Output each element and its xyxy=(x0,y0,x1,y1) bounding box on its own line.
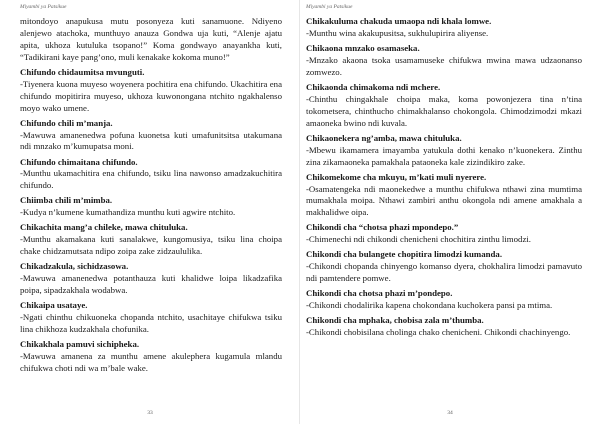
proverb-definition: -Chikondi chobisilana cholinga chako chenicheni. Chikondi chachinyengo. xyxy=(306,327,571,338)
proverb-term: Chiimba chili m’mimba. xyxy=(20,195,113,206)
proverb-definition: -Mawuwa amanenedwa pofuna kuonetsa kuti umafunitsitsa utakumana ndi mnzako m’kumupatsa moni. xyxy=(20,129,282,152)
proverb-term: Chikaipa usataye. xyxy=(20,300,88,311)
proverb-definition: -Munthu akamakana kuti sanalakwe, kungomusiya, tsiku lina choipa chake chidzamutsata ndipo zoipa zake zidzaululika. xyxy=(20,234,282,257)
proverb-entry xyxy=(306,133,582,169)
proverb-term: Chikondi cha chotsa phazi m’pondepo. xyxy=(306,288,453,299)
left-page-body xyxy=(20,16,282,375)
proverb-term: Chikachita mang’a chileke, mawa chituluka. xyxy=(20,222,188,233)
running-header: Miyambi ya Patsikue xyxy=(306,4,353,10)
proverb-term: Chikakhala pamuvi sichipheka. xyxy=(20,339,140,350)
proverb-entry xyxy=(306,82,582,130)
continuation-paragraph: mitondoyo anapukusa mutu posonyeza kuti sanamuone. Ndiyeno alenjewo atachoka, munthuyo anauza Gondwa uja kuti, “Alenje ajatu apita, ukhoza kutuluka tsopano!” Koma gondwayo anayankha kuti, “Tadikirani kaye pang’ono, muli kenakake kokoma muno!” xyxy=(20,16,282,62)
proverb-entry xyxy=(20,67,282,115)
proverb-definition: -Osamatengeka ndi maonekedwe a munthu chifukwa nthawi zina mumtima mumakhala moipa. Nthawi zambiri anthu okongola ndi amene amakhala a makhalidwe oipa. xyxy=(306,183,582,218)
right-page-body xyxy=(306,16,582,339)
page-number: 34 xyxy=(447,410,453,416)
proverb-definition: -Chikondi chopanda chinyengo komanso dyera, chokhalira limodzi pamavuto ndi pamtendere pomwe. xyxy=(306,261,582,284)
proverb-definition: -Chinthu chingakhale choipa maka, koma powonjezera tina n’tina tokometsera, chinthucho chimakhalanso chokongola. Chimodzimodzi mkazi amaoneka bwino ndi kuvala. xyxy=(306,93,582,128)
proverb-entry xyxy=(306,222,582,246)
right-page xyxy=(300,0,600,424)
proverb-term: Chikomekome cha mkuyu, m’kati muli nyerere. xyxy=(306,171,487,182)
proverb-entry xyxy=(20,118,282,154)
proverb-term: Chifundo chidaumitsa mvunguti. xyxy=(20,66,145,77)
proverb-entry xyxy=(306,43,582,79)
proverb-entry xyxy=(20,157,282,193)
proverb-entry xyxy=(306,249,582,285)
proverb-entry xyxy=(20,261,282,297)
proverb-definition: -Ngati chinthu chikuoneka chopanda ntchito, usachitaye chifukwa tsiku lina chikhoza kudzakhala chofunika. xyxy=(20,312,282,335)
proverb-term: Chikondi cha “chotsa phazi mpondepo.” xyxy=(306,222,459,233)
proverb-definition: -Mbewu ikamamera imayamba yatukula dothi kenako n’kuonekera. Zinthu zina zikamaoneka pamakhala pataoneka kale zizindikiro zake. xyxy=(306,144,582,167)
proverb-definition: -Tiyenera kuona muyeso woyenera pochitira ena chifundo. Ukachitira ena chifundo mopitirira muyeso, ukhoza kuwonongana ntchito ngakhalenso moyo wako umene. xyxy=(20,78,282,113)
proverb-entry xyxy=(306,288,582,312)
proverb-definition: -Mnzako akaona tsoka usamamuseke chifukwa mwina mawa udzaonanso zomwezo. xyxy=(306,54,582,77)
proverb-entry xyxy=(20,300,282,336)
proverb-definition: -Chikondi chodalirika kapena chokondana kuchokera pansi pa mtima. xyxy=(306,300,553,311)
proverb-entry xyxy=(20,339,282,375)
proverb-term: Chifundo chili m’manja. xyxy=(20,117,113,128)
running-header: Miyambi ya Patsikue xyxy=(20,4,67,10)
proverb-definition: -Munthu ukamachitira ena chifundo, tsiku lina nawonso amadzakuchitira chifundo. xyxy=(20,168,282,191)
proverb-definition: -Munthu wina akakupusitsa, sukhulupirira aliyense. xyxy=(306,27,489,38)
proverb-definition: -Chimenechi ndi chikondi chenicheni chochitira zinthu limodzi. xyxy=(306,234,531,245)
proverb-term: Chifundo chimaitana chifundo. xyxy=(20,156,138,167)
proverb-definition: -Kudya n’kumene kumathandiza munthu kuti agwire ntchito. xyxy=(20,207,236,218)
proverb-term: Chikondi cha mphaka, chobisa zala m’thumba. xyxy=(306,315,484,326)
proverb-term: Chikaona mnzako osamaseka. xyxy=(306,43,420,53)
proverb-term: Chikadzakula, sichidzasowa. xyxy=(20,261,129,272)
proverb-term: Chikaonekera ng’amba, mawa chituluka. xyxy=(306,132,462,143)
proverb-definition: -Mawuwa amanenedwa potanthauza kuti khalidwe loipa likadzafika poipa, sipadzakhala wodabwa. xyxy=(20,273,282,296)
proverb-definition: -Mawuwa amanena za munthu amene akulephera kugamula mlandu chifukwa choti ndi wa m’bale wake. xyxy=(20,351,282,373)
proverb-term: Chikakuluma chakuda umaopa ndi khala lomwe. xyxy=(306,16,492,26)
proverb-entry xyxy=(306,172,582,220)
proverb-entry xyxy=(20,195,282,219)
page-number: 33 xyxy=(147,410,153,416)
proverb-term: Chikaonda chimakoma ndi mchere. xyxy=(306,81,441,92)
proverb-term: Chikondi cha bulangete chopitira limodzi kumanda. xyxy=(306,249,503,260)
proverb-entry xyxy=(306,16,582,40)
proverb-entry xyxy=(306,315,582,339)
proverb-entry xyxy=(20,222,282,258)
